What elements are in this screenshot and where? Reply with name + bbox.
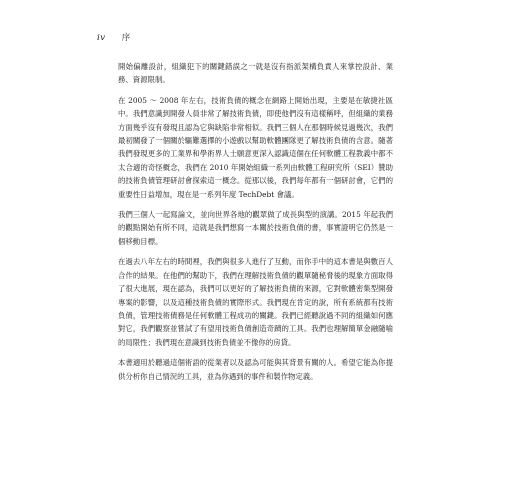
running-head (97, 31, 131, 43)
paragraph-2: 在 2005 ～ 2008 年左右，技術負債的概念在網路上開始出現，主要是在敏捷社區中。我們意識到開發人員非常了解技術負債，即使他們沒有這樣稱呼，但組織的業務方面幾乎沒有發現且認為它與缺陷非常相似。我們三個人在那個時候見過幾次，我們最初關發了一個關於驅難選擇的小遊戲以幫助軟體團隊更了解技術負債的含意。隨著我們發現更多的工業界和學術界人士願意更深入認識這個在任何軟體工程教義中都不太合適的奇怪概念，我們在 2010 年開始組織一系列由軟體工程研究所（SEI）贊助的技術負債管理研討會探索這一概念。從那以後，我們每年都有一個研討會，它們的重要性日益增加，現在是一系列年度 TechDebt 會議。 (118, 95, 393, 199)
paragraph-3: 我們三個人一起寫論文，並向世界各地的觀眾做了成長與型的演講。2015 年起我們的觀點開始有所不同，這就是我們想寫一本關於技術負債的書，事實證明它仍然是一個移動目標。 (118, 210, 393, 246)
section-title: 序 (121, 33, 131, 43)
paragraph-4: 在過去八年左右的時間裡，我們與很多人進行了互動，而你手中的這本書是與數百人合作的結果。在他們的幫助下，我們在理解技術負債的觀單隨秘脅後的現象方面取得了很大進展，現在認為，我們可以更好的了解技術負債的來源，它對軟體密集型開發專案的影響，以及這種技術負債的實際形式。我們現在肯定的說，所有系統都有技術負債，管理技術債務是任何軟體工程成功的關鍵。我們已經聽說過不同的組織如何應對它，我們觀察並嘗試了有望用技術負債創造奇蹟的工具。我們也理解簡單金融隨喻的局限性；我們現在意識到技術負債並不像你的房貸。 (118, 257, 393, 347)
page-number: iv (97, 33, 106, 43)
paragraph-1: 開始偏離設計，組織犯下的關鍵錯誤之一就是沒有指派架構負責人來掌控設計、業務、資源限制。 (118, 62, 393, 85)
body-text (118, 60, 393, 390)
paragraph-5: 本書適用於聽過這個術語的從業者以及認為可能與其背景有關的人。希望它能為你提供分析你自己情況的工具，並為你遇到的事件和製作物定義。 (118, 358, 393, 381)
